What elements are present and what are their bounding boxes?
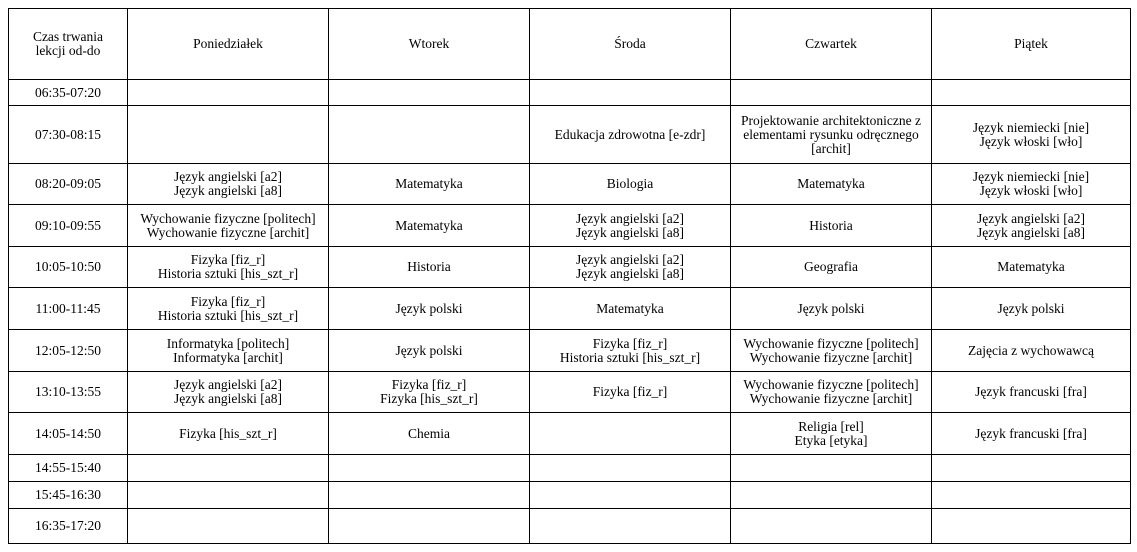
lesson-time: 16:35-17:20 (9, 509, 128, 544)
lesson-entry: Język polski (395, 342, 463, 358)
time-header-line-2: lekcji od-do (35, 43, 101, 58)
lesson-entry: Język francuski [fra] (975, 425, 1087, 441)
lesson-cell-thursday (731, 509, 932, 544)
lesson-entry: Język angielski [a8] (576, 224, 684, 240)
lesson-cell-tuesday (329, 164, 530, 205)
lesson-cell-friday (932, 288, 1131, 330)
lesson-entry: Fizyka [fiz_r] (190, 252, 266, 267)
timetable-row (9, 413, 1131, 455)
lesson-entry: Język włoski [wło] (979, 133, 1083, 149)
lesson-cell-thursday (731, 247, 932, 288)
lesson-entry: Wychowanie fizyczne [archit] (749, 391, 913, 406)
lesson-cell-friday (932, 205, 1131, 247)
lesson-cell-monday (128, 330, 329, 372)
lesson-entry: Wychowanie fizyczne [politech] (743, 377, 919, 392)
lesson-time: 14:55-15:40 (9, 455, 128, 482)
timetable-row (9, 205, 1131, 247)
lesson-entry: Religia [rel] (798, 418, 864, 434)
lesson-entry: Język włoski [wło] (979, 183, 1083, 198)
lesson-cell-friday (932, 482, 1131, 509)
lesson-entry: Biologia (606, 176, 654, 191)
lesson-entry: Język angielski [a2] (576, 252, 684, 267)
lesson-entry: Język angielski [a8] (174, 391, 282, 406)
lesson-cell-wednesday (530, 205, 731, 247)
lesson-entry: Język angielski [a2] (977, 210, 1085, 226)
lesson-cell-wednesday (530, 164, 731, 205)
lesson-cell-tuesday (329, 455, 530, 482)
lesson-entry: Historia (809, 217, 853, 233)
lesson-entry: Wychowanie fizyczne [archit] (146, 224, 310, 240)
lesson-cell-wednesday (530, 106, 731, 164)
lesson-entry: Język niemiecki [nie] (972, 119, 1090, 135)
lesson-cell-wednesday (530, 80, 731, 106)
lesson-cell-friday (932, 455, 1131, 482)
lesson-cell-thursday (731, 413, 932, 455)
lesson-entry: Język polski (997, 300, 1065, 316)
lesson-cell-wednesday (530, 288, 731, 330)
timetable-row (9, 509, 1131, 544)
lesson-entry: Język francuski [fra] (975, 384, 1087, 399)
lesson-time: 14:05-14:50 (9, 413, 128, 455)
lesson-cell-friday (932, 413, 1131, 455)
lesson-cell-thursday (731, 330, 932, 372)
lesson-entry: Historia sztuki [his_szt_r] (157, 307, 299, 323)
lesson-entry: Geografia (804, 259, 858, 274)
timetable-row (9, 288, 1131, 330)
lesson-cell-monday (128, 80, 329, 106)
timetable-row (9, 372, 1131, 413)
lesson-time: 07:30-08:15 (9, 106, 128, 164)
lesson-cell-tuesday (329, 288, 530, 330)
lesson-cell-wednesday (530, 372, 731, 413)
lesson-cell-monday (128, 106, 329, 164)
lesson-entry: Matematyka (596, 300, 664, 316)
timetable-row (9, 455, 1131, 482)
lesson-cell-thursday (731, 106, 932, 164)
lesson-cell-thursday (731, 164, 932, 205)
lesson-entry: Wychowanie fizyczne [archit] (749, 349, 913, 365)
header-row (9, 9, 1131, 80)
day-header-friday: Piątek (932, 9, 1131, 80)
lesson-cell-tuesday (329, 205, 530, 247)
lesson-cell-thursday (731, 455, 932, 482)
lesson-entry: Matematyka (395, 217, 463, 233)
lesson-cell-thursday (731, 288, 932, 330)
lesson-entry: Język angielski [a8] (576, 266, 684, 281)
lesson-entry: Fizyka [fiz_r] (190, 293, 266, 309)
lesson-entry: Matematyka (997, 259, 1065, 274)
lesson-cell-friday (932, 330, 1131, 372)
lesson-entry: Fizyka [fiz_r] (391, 377, 467, 392)
lesson-entry: Chemia (408, 425, 450, 441)
lesson-cell-friday (932, 164, 1131, 205)
lesson-entry: Język polski (797, 300, 865, 316)
lesson-cell-monday (128, 413, 329, 455)
day-header-wednesday: Środa (530, 9, 731, 80)
lesson-cell-tuesday (329, 372, 530, 413)
lesson-cell-wednesday (530, 413, 731, 455)
lesson-cell-thursday (731, 205, 932, 247)
lesson-cell-friday (932, 106, 1131, 164)
timetable-row (9, 80, 1131, 106)
lesson-entry: Język angielski [a8] (174, 183, 282, 198)
day-header-thursday: Czwartek (731, 9, 932, 80)
timetable-row (9, 482, 1131, 509)
lesson-cell-thursday (731, 80, 932, 106)
timetable (8, 8, 1131, 544)
lesson-cell-wednesday (530, 509, 731, 544)
lesson-cell-tuesday (329, 509, 530, 544)
lesson-cell-tuesday (329, 330, 530, 372)
lesson-cell-friday (932, 80, 1131, 106)
lesson-cell-monday (128, 509, 329, 544)
lesson-time: 12:05-12:50 (9, 330, 128, 372)
lesson-cell-wednesday (530, 247, 731, 288)
time-column-header (9, 9, 128, 80)
lesson-cell-wednesday (530, 482, 731, 509)
lesson-cell-tuesday (329, 80, 530, 106)
lesson-entry: Język angielski [a8] (977, 224, 1085, 240)
lesson-cell-friday (932, 509, 1131, 544)
lesson-cell-tuesday (329, 247, 530, 288)
lesson-time: 06:35-07:20 (9, 80, 128, 106)
lesson-cell-monday (128, 205, 329, 247)
lesson-time: 10:05-10:50 (9, 247, 128, 288)
lesson-cell-monday (128, 482, 329, 509)
lesson-time: 15:45-16:30 (9, 482, 128, 509)
lesson-cell-tuesday (329, 413, 530, 455)
lesson-time: 09:10-09:55 (9, 205, 128, 247)
timetable-row (9, 164, 1131, 205)
lesson-cell-wednesday (530, 455, 731, 482)
day-header-tuesday: Wtorek (329, 9, 530, 80)
lesson-entry: Język niemiecki [nie] (972, 169, 1090, 184)
lesson-cell-wednesday (530, 330, 731, 372)
lesson-time: 08:20-09:05 (9, 164, 128, 205)
lesson-entry: Fizyka [his_szt_r] (179, 425, 277, 441)
lesson-entry: Matematyka (395, 176, 463, 191)
lesson-entry: Fizyka [his_szt_r] (380, 391, 478, 406)
lesson-time: 13:10-13:55 (9, 372, 128, 413)
lesson-entry: Edukacja zdrowotna [e-zdr] (554, 126, 706, 142)
lesson-entry: Matematyka (797, 176, 865, 191)
lesson-entry: Historia (407, 259, 451, 274)
lesson-entry: Historia sztuki [his_szt_r] (157, 266, 299, 281)
lesson-entry: Wychowanie fizyczne [politech] (743, 335, 919, 351)
lesson-entry: Etyka [etyka] (794, 432, 868, 448)
lesson-cell-friday (932, 372, 1131, 413)
lesson-cell-tuesday (329, 106, 530, 164)
time-header-line-1: Czas trwania (32, 29, 104, 44)
lesson-time: 11:00-11:45 (9, 288, 128, 330)
lesson-cell-tuesday (329, 482, 530, 509)
lesson-entry: Język angielski [a2] (174, 377, 282, 392)
lesson-entry: Wychowanie fizyczne [politech] (140, 210, 316, 226)
lesson-cell-monday (128, 372, 329, 413)
lesson-entry: Fizyka [fiz_r] (592, 335, 668, 351)
timetable-row (9, 247, 1131, 288)
lesson-entry: Historia sztuki [his_szt_r] (559, 349, 701, 365)
lesson-cell-monday (128, 455, 329, 482)
lesson-entry: Projektowanie architektoniczne z elementami rysunku odręcznego [archit] (741, 112, 921, 156)
timetable-body (9, 80, 1131, 544)
lesson-entry: Język polski (395, 300, 463, 316)
lesson-entry: Informatyka [politech] (166, 335, 290, 351)
lesson-entry: Fizyka [fiz_r] (592, 384, 668, 399)
timetable-row (9, 106, 1131, 164)
lesson-cell-thursday (731, 372, 932, 413)
lesson-cell-friday (932, 247, 1131, 288)
lesson-cell-monday (128, 164, 329, 205)
lesson-cell-monday (128, 247, 329, 288)
lesson-entry: Informatyka [archit] (173, 349, 283, 365)
lesson-entry: Język angielski [a2] (576, 210, 684, 226)
lesson-entry: Zajęcia z wychowawcą (968, 342, 1094, 358)
day-header-monday: Poniedziałek (128, 9, 329, 80)
lesson-cell-monday (128, 288, 329, 330)
lesson-cell-thursday (731, 482, 932, 509)
timetable-row (9, 330, 1131, 372)
lesson-entry: Język angielski [a2] (174, 169, 282, 184)
